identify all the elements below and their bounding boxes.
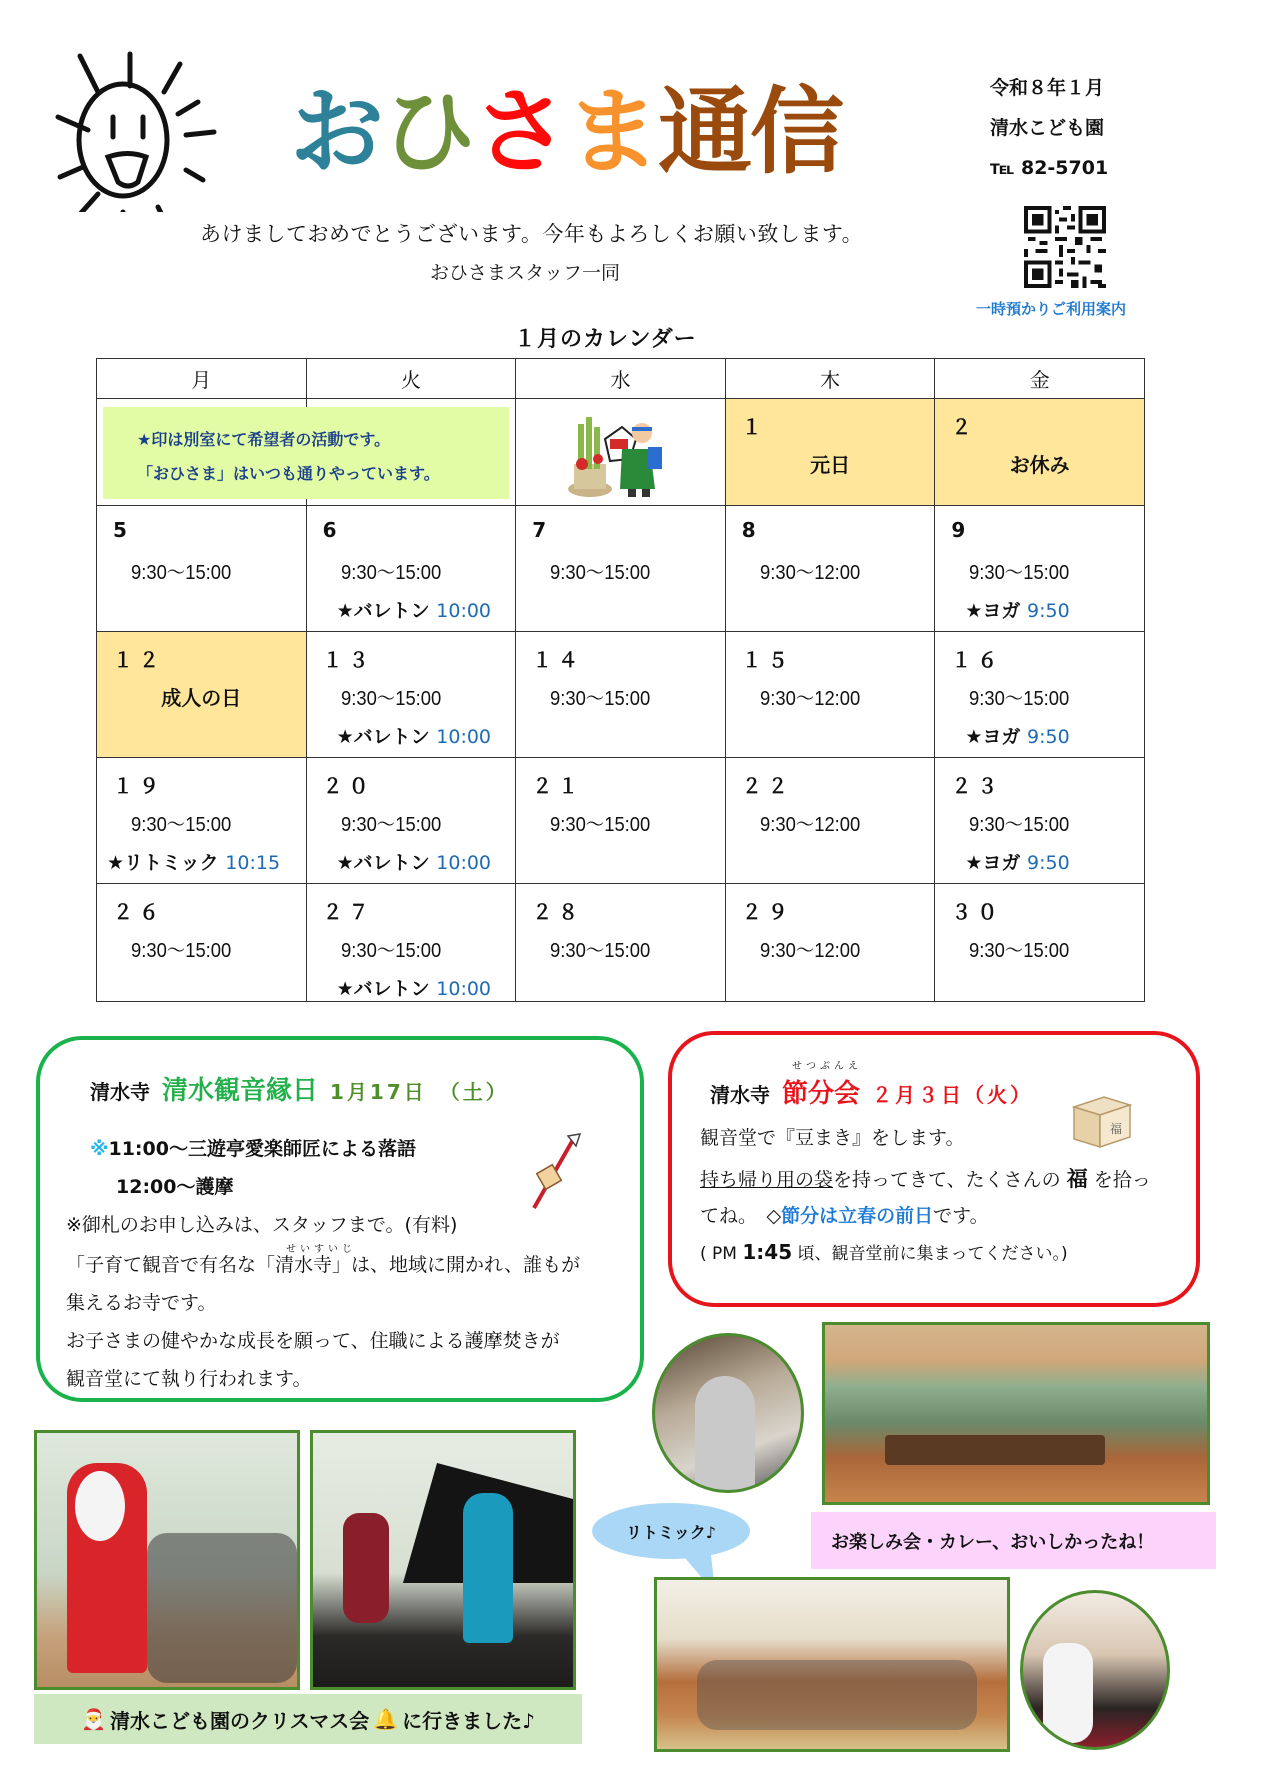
day-number: 8 [741, 518, 762, 542]
photo-concert [310, 1430, 576, 1690]
fuku-char: 福 [1066, 1167, 1088, 1191]
note-line: ★印は別室にて希望者の活動です。 [137, 430, 391, 449]
activity-name: ★バレトン [336, 978, 430, 1000]
photo-serving-curry [652, 1333, 804, 1493]
activity-name: ★バレトン [336, 600, 430, 622]
staff-figure [695, 1376, 755, 1493]
tel-number: 82-5701 [1020, 157, 1109, 179]
activity-name: ★ヨガ [965, 726, 1021, 748]
day-number: ２０ [322, 774, 375, 798]
schedule-rakugo [90, 1134, 416, 1161]
activity [965, 848, 1069, 875]
temple-name: 清水寺 [90, 1080, 150, 1104]
calendar-week-row [97, 632, 1145, 758]
day-number: １９ [113, 774, 165, 798]
christmas-caption-end: に行きました♪ [402, 1708, 535, 1733]
risshun-end: です。 [933, 1205, 989, 1227]
day-number: ２７ [322, 900, 375, 924]
rhythmic-speech-bubble: リトミック♪ [592, 1503, 750, 1559]
hamaya-arrow-icon [526, 1132, 582, 1212]
risshun-note: 節分は立春の前日 [781, 1205, 934, 1227]
calendar-day-cell [935, 506, 1145, 632]
open-hours: 9:30〜12:00 [759, 562, 861, 584]
calendar-day-cell [725, 884, 935, 1002]
photo-santa [34, 1430, 300, 1690]
holiday-label: お休み [1009, 453, 1070, 477]
open-hours: 9:30〜15:00 [340, 814, 441, 836]
description-line: 観音堂にて執り行われます。 [66, 1368, 312, 1390]
holiday-label: 成人の日 [161, 686, 242, 710]
org-info [990, 68, 1108, 188]
calendar-week-row [97, 506, 1145, 632]
ofuda-note: ※御札のお申し込みは、スタッフまで。(有料) [66, 1214, 458, 1236]
org-name: 清水こども園 [990, 117, 1105, 139]
activity [965, 596, 1069, 623]
calendar-cell-mon [97, 399, 440, 506]
day-number: １６ [951, 648, 1004, 672]
day-number: ２６ [113, 900, 165, 924]
qr-caption[interactable]: 一時預かりご利用案内 [976, 300, 1127, 318]
masu-box-icon [1070, 1091, 1134, 1151]
activity-name: ★リトミック [107, 852, 219, 874]
day-number: １３ [322, 648, 375, 672]
open-hours: 9:30〜12:00 [759, 940, 861, 962]
weekday-header: 水 [516, 359, 726, 399]
calendar-day-cell [516, 758, 726, 884]
calendar-day-cell [935, 632, 1145, 758]
activity-name: ★バレトン [336, 852, 430, 874]
day-number: 9 [951, 518, 972, 542]
day-number: 5 [113, 518, 133, 542]
note-line: 「おひさま」はいつも通りやっています。 [137, 464, 440, 483]
open-hours: 9:30〜15:00 [550, 814, 651, 836]
open-hours: 9:30〜15:00 [340, 562, 441, 584]
day-number: ２９ [741, 900, 794, 924]
activity-time: 10:00 [436, 726, 492, 748]
curry-caption: お楽しみ会・カレー、おいしかったね！ [811, 1512, 1216, 1569]
open-hours: 9:30〜15:00 [131, 814, 232, 836]
calendar-title: １月のカレンダー [514, 327, 697, 352]
new-year-greeting: あけましておめでとうございます。今年もよろしくお願い致します。 [200, 222, 864, 246]
day-number: １４ [532, 648, 585, 672]
activity-name: ★バレトン [336, 726, 430, 748]
day-number: ２１ [532, 774, 585, 798]
calendar-day-cell [725, 506, 935, 632]
calendar-day-cell [935, 884, 1145, 1002]
activity [107, 848, 280, 875]
setsubun-heading [710, 1073, 1033, 1110]
open-hours: 9:30〜15:00 [969, 562, 1070, 584]
calendar-cell-fri [935, 399, 1145, 506]
event-name: 節分会 [782, 1079, 861, 1109]
open-hours: 9:30〜15:00 [550, 940, 651, 962]
qr-code-icon[interactable] [1024, 206, 1106, 288]
rakugo-text: 11:00〜三遊亭愛楽師匠による落語 [108, 1138, 416, 1160]
meeting-time-line [700, 1239, 1068, 1264]
activity-time: 10:00 [436, 600, 492, 622]
event-name: 清水観音縁日 [162, 1076, 319, 1106]
day-number: ２ [951, 415, 978, 439]
santa-icon: 🎅 [81, 1707, 107, 1731]
signature: おひさまスタッフ一同 [430, 262, 621, 284]
weekday-header-row [97, 359, 1145, 399]
calendar-week-row [97, 399, 1145, 506]
holiday-label: 元日 [810, 453, 851, 477]
schedule-goma: 12:00〜護摩 [116, 1176, 234, 1198]
meeting-prefix: ( PM [700, 1244, 743, 1264]
calendar-week-row [97, 758, 1145, 884]
calendar-day-cell [725, 632, 935, 758]
activity-time: 9:50 [1027, 852, 1070, 874]
calendar-day-cell [97, 632, 307, 758]
activity-name: ★ヨガ [965, 852, 1021, 874]
day-number: ３０ [951, 900, 1004, 924]
open-hours: 9:30〜15:00 [131, 562, 232, 584]
photo-curry-party [822, 1322, 1210, 1505]
risshun-start: てね。 ◇ [700, 1205, 782, 1227]
kannon-heading [90, 1070, 509, 1107]
open-hours: 9:30〜15:00 [340, 940, 441, 962]
day-number: 7 [532, 518, 553, 542]
activity-time: 10:00 [436, 978, 492, 1000]
day-number: ２３ [951, 774, 1004, 798]
bell-icon: 🔔 [373, 1707, 399, 1731]
bag-text-end: を拾っ [1093, 1169, 1151, 1191]
risshun-line [700, 1201, 989, 1228]
open-hours: 9:30〜12:00 [759, 814, 861, 836]
calendar-day-cell [97, 758, 307, 884]
calendar-day-cell [516, 884, 726, 1002]
meeting-time: 1:45 [742, 1240, 793, 1264]
christmas-caption-text: 清水こども園のクリスマス会 [110, 1708, 370, 1733]
kadomatsu-illustration-icon [560, 409, 670, 499]
ruby-seisuiji: せいすいじ [286, 1244, 356, 1255]
description-line: お子さまの健やかな成長を願って、住職による護摩焚きが [66, 1330, 560, 1352]
day-number: ２８ [532, 900, 585, 924]
title-char: お [290, 78, 383, 187]
kannon-ennichi-box [36, 1036, 644, 1402]
open-hours: 9:30〜15:00 [969, 940, 1070, 962]
open-hours: 9:30〜15:00 [131, 940, 232, 962]
note-mark: ※ [90, 1138, 109, 1160]
smiling-sun-icon [28, 22, 218, 212]
bag-text: を持ってきて、たくさんの [833, 1169, 1061, 1191]
weekday-header: 月 [97, 359, 307, 399]
calendar-day-cell [97, 884, 307, 1002]
day-number: １ [741, 415, 768, 439]
photo-present-exchange [1020, 1590, 1170, 1750]
calendar-week-row [97, 884, 1145, 1002]
pianist [343, 1513, 389, 1623]
tel-icon: ℡ [990, 157, 1015, 179]
description-line: 「子育て観音で有名な「清水寺」は、地域に開かれ、誰もが [66, 1254, 581, 1276]
calendar-cell-wed [516, 399, 726, 506]
christmas-caption [34, 1694, 582, 1744]
activity [965, 722, 1069, 749]
activity [337, 848, 491, 875]
open-hours: 9:30〜12:00 [759, 688, 861, 710]
open-hours: 9:30〜15:00 [550, 688, 651, 710]
day-number: １２ [113, 648, 165, 672]
calendar-day-cell [306, 506, 516, 632]
description-line: 集えるお寺です。 [66, 1292, 217, 1314]
calendar-day-cell [306, 884, 516, 1002]
singer [463, 1493, 513, 1643]
calendar-cell-thu [725, 399, 935, 506]
activity [337, 722, 491, 749]
title-char: 通 [658, 78, 751, 187]
open-hours: 9:30〜15:00 [969, 814, 1070, 836]
day-number: ２２ [741, 774, 794, 798]
photo-rhythmic [654, 1577, 1010, 1752]
event-date: ２月３日（火） [872, 1083, 1034, 1107]
temple-name: 清水寺 [710, 1083, 770, 1107]
activity-time: 9:50 [1027, 726, 1070, 748]
day-number: 6 [322, 518, 343, 542]
children-group [697, 1660, 977, 1730]
weekday-header: 木 [725, 359, 935, 399]
ruby-setsubune: せつぶんえ [792, 1061, 862, 1072]
activity-time: 10:00 [436, 852, 492, 874]
setsubun-box [668, 1031, 1200, 1307]
issue-date: 令和８年１月 [990, 77, 1105, 99]
newsletter-title [290, 78, 842, 188]
meeting-rest: 頃、観音堂前に集まってください。) [792, 1244, 1068, 1264]
activity [337, 596, 491, 623]
tel-line [990, 148, 1108, 188]
calendar-table [96, 358, 1145, 1002]
calendar-day-cell [516, 506, 726, 632]
title-char: さ [474, 78, 567, 187]
open-hours: 9:30〜15:00 [969, 688, 1070, 710]
activity [337, 974, 491, 1001]
activity-time: 9:50 [1027, 600, 1070, 622]
activity-time: 10:15 [225, 852, 281, 874]
calendar-day-cell [306, 632, 516, 758]
bag-line [700, 1163, 1151, 1193]
audience [147, 1533, 297, 1683]
santa-beard [75, 1471, 125, 1541]
open-hours: 9:30〜15:00 [550, 562, 651, 584]
title-char: ま [566, 78, 659, 187]
event-date: 1月17日 （土） [330, 1080, 509, 1104]
mamemaki-line: 観音堂で『豆まき』をします。 [700, 1127, 965, 1149]
calendar-day-cell [725, 758, 935, 884]
weekday-header: 火 [306, 359, 516, 399]
title-char: ひ [382, 78, 475, 187]
child-figure [1043, 1643, 1093, 1743]
bag-note: 持ち帰り用の袋 [700, 1169, 834, 1191]
weekday-header: 金 [935, 359, 1145, 399]
open-hours: 9:30〜15:00 [340, 688, 441, 710]
calendar-note [103, 407, 509, 499]
activity-name: ★ヨガ [965, 600, 1021, 622]
low-table [885, 1435, 1105, 1465]
calendar-day-cell [935, 758, 1145, 884]
day-number: １５ [741, 648, 794, 672]
svg-text:福: 福 [1110, 1122, 1123, 1136]
title-char: 信 [750, 78, 843, 187]
calendar-day-cell [306, 758, 516, 884]
calendar-day-cell [516, 632, 726, 758]
calendar-day-cell [97, 506, 307, 632]
